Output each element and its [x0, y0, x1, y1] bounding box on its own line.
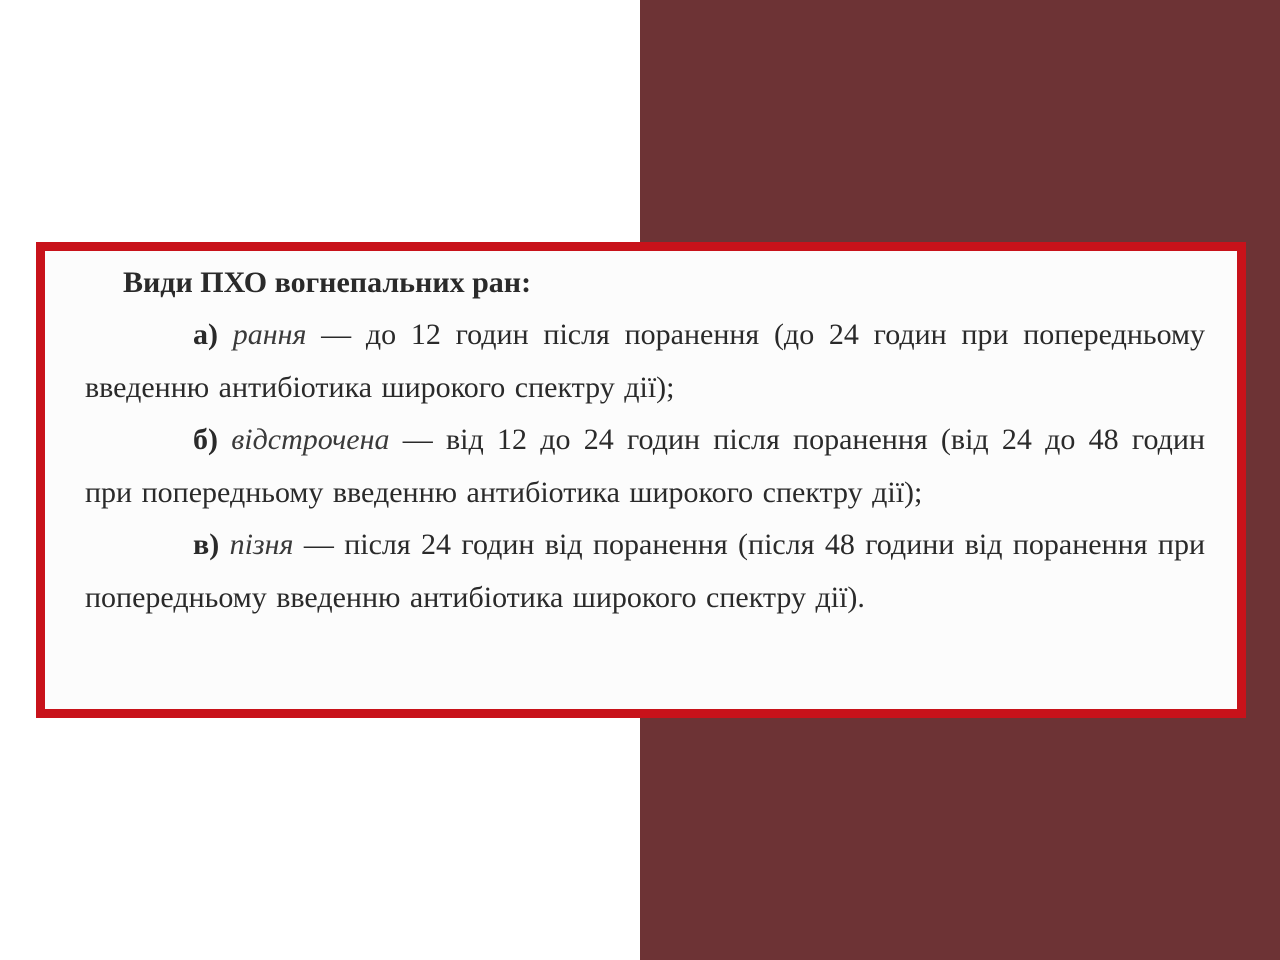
item-term: рання — [232, 318, 307, 351]
document-excerpt-frame — [36, 242, 1246, 718]
item-text: — від 12 до 24 годин після поранення (від 24 до 48 годин при попередньому введенню антибіотика широкого спектру дії); — [85, 423, 1205, 509]
item-term: пізня — [229, 528, 294, 561]
document-text — [85, 257, 1205, 624]
item-text: — до 12 годин після поранення (до 24 годин при попередньому введенню антибіотика широкого спектру дії); — [85, 318, 1206, 404]
item-marker: а) — [193, 318, 218, 351]
list-item-delayed — [85, 414, 1205, 519]
item-marker: б) — [193, 423, 218, 456]
document-heading: Види ПХО вогнепальних ран: — [123, 266, 532, 299]
item-term: відстрочена — [231, 423, 390, 456]
item-marker: в) — [193, 528, 220, 561]
item-text: — після 24 годин від поранення (після 48 години від поранення при попередньому введенню антибіотика широкого спектру дії). — [85, 528, 1205, 614]
list-item-early — [85, 309, 1205, 414]
list-item-late — [85, 519, 1205, 624]
